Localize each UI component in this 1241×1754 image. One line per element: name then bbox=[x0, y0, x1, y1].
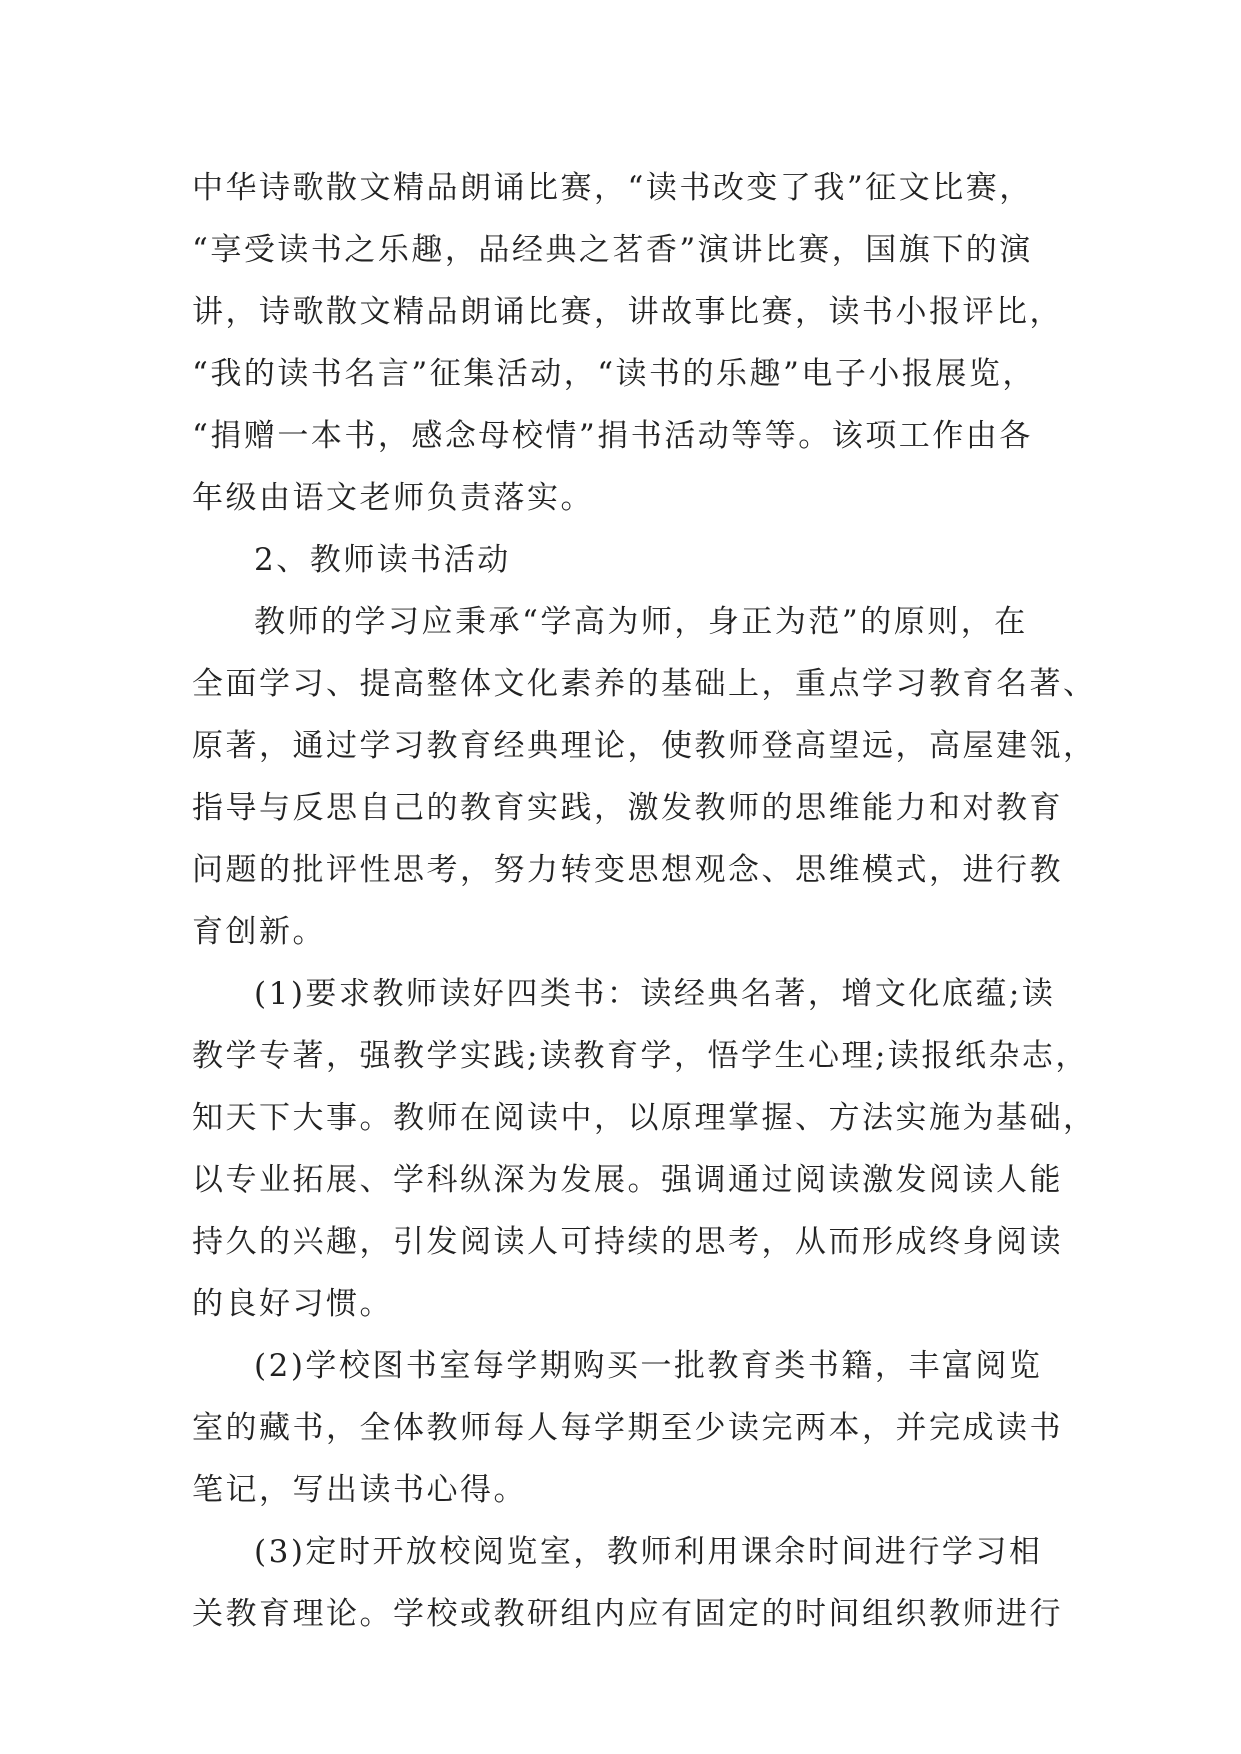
text-line: “享受读书之乐趣，品经典之茗香”演讲比赛，国旗下的演 bbox=[192, 232, 1033, 268]
text-line: “捐赠一本书，感念母校情”捐书活动等等。该项工作由各 bbox=[192, 418, 1033, 454]
text-line: “我的读书名言”征集活动，“读书的乐趣”电子小报展览， bbox=[192, 356, 1036, 392]
text-line: 中华诗歌散文精品朗诵比赛，“读书改变了我”征文比赛， bbox=[192, 170, 1033, 206]
text-line: 以专业拓展、学科纵深为发展。强调通过阅读激发阅读人能 bbox=[192, 1162, 1063, 1198]
text-line: 讲，诗歌散文精品朗诵比赛，讲故事比赛，读书小报评比， bbox=[192, 294, 1063, 330]
list-item-start-line: (3)定时开放校阅览室，教师利用课余时间进行学习相 bbox=[254, 1534, 1043, 1570]
text-line: 问题的批评性思考，努力转变思想观念、思维模式，进行教 bbox=[192, 852, 1063, 888]
list-item-start-line: (1)要求教师读好四类书：读经典名著，增文化底蕴;读 bbox=[254, 976, 1056, 1012]
text-line: 持久的兴趣，引发阅读人可持续的思考，从而形成终身阅读 bbox=[192, 1224, 1063, 1260]
text-line: 笔记，写出读书心得。 bbox=[192, 1472, 527, 1508]
text-line: 年级由语文老师负责落实。 bbox=[192, 480, 594, 516]
text-line: 原著，通过学习教育经典理论，使教师登高望远，高屋建瓴， bbox=[192, 728, 1097, 764]
section-heading: 2、教师读书活动 bbox=[254, 542, 511, 578]
text-line: 关教育理论。学校或教研组内应有固定的时间组织教师进行 bbox=[192, 1596, 1063, 1632]
text-line: 知天下大事。教师在阅读中，以原理掌握、方法实施为基础， bbox=[192, 1100, 1097, 1136]
paragraph-start-line: 教师的学习应秉承“学高为师，身正为范”的原则，在 bbox=[254, 604, 1028, 640]
text-line: 的良好习惯。 bbox=[192, 1286, 393, 1322]
text-line: 指导与反思自己的教育实践，激发教师的思维能力和对教育 bbox=[192, 790, 1063, 826]
text-line: 教学专著，强教学实践;读教育学，悟学生心理;读报纸杂志， bbox=[192, 1038, 1089, 1074]
list-item-start-line: (2)学校图书室每学期购买一批教育类书籍，丰富阅览 bbox=[254, 1348, 1043, 1384]
text-line: 全面学习、提高整体文化素养的基础上，重点学习教育名著、 bbox=[192, 666, 1097, 702]
text-line: 育创新。 bbox=[192, 914, 326, 950]
text-line: 室的藏书，全体教师每人每学期至少读完两本，并完成读书 bbox=[192, 1410, 1063, 1446]
